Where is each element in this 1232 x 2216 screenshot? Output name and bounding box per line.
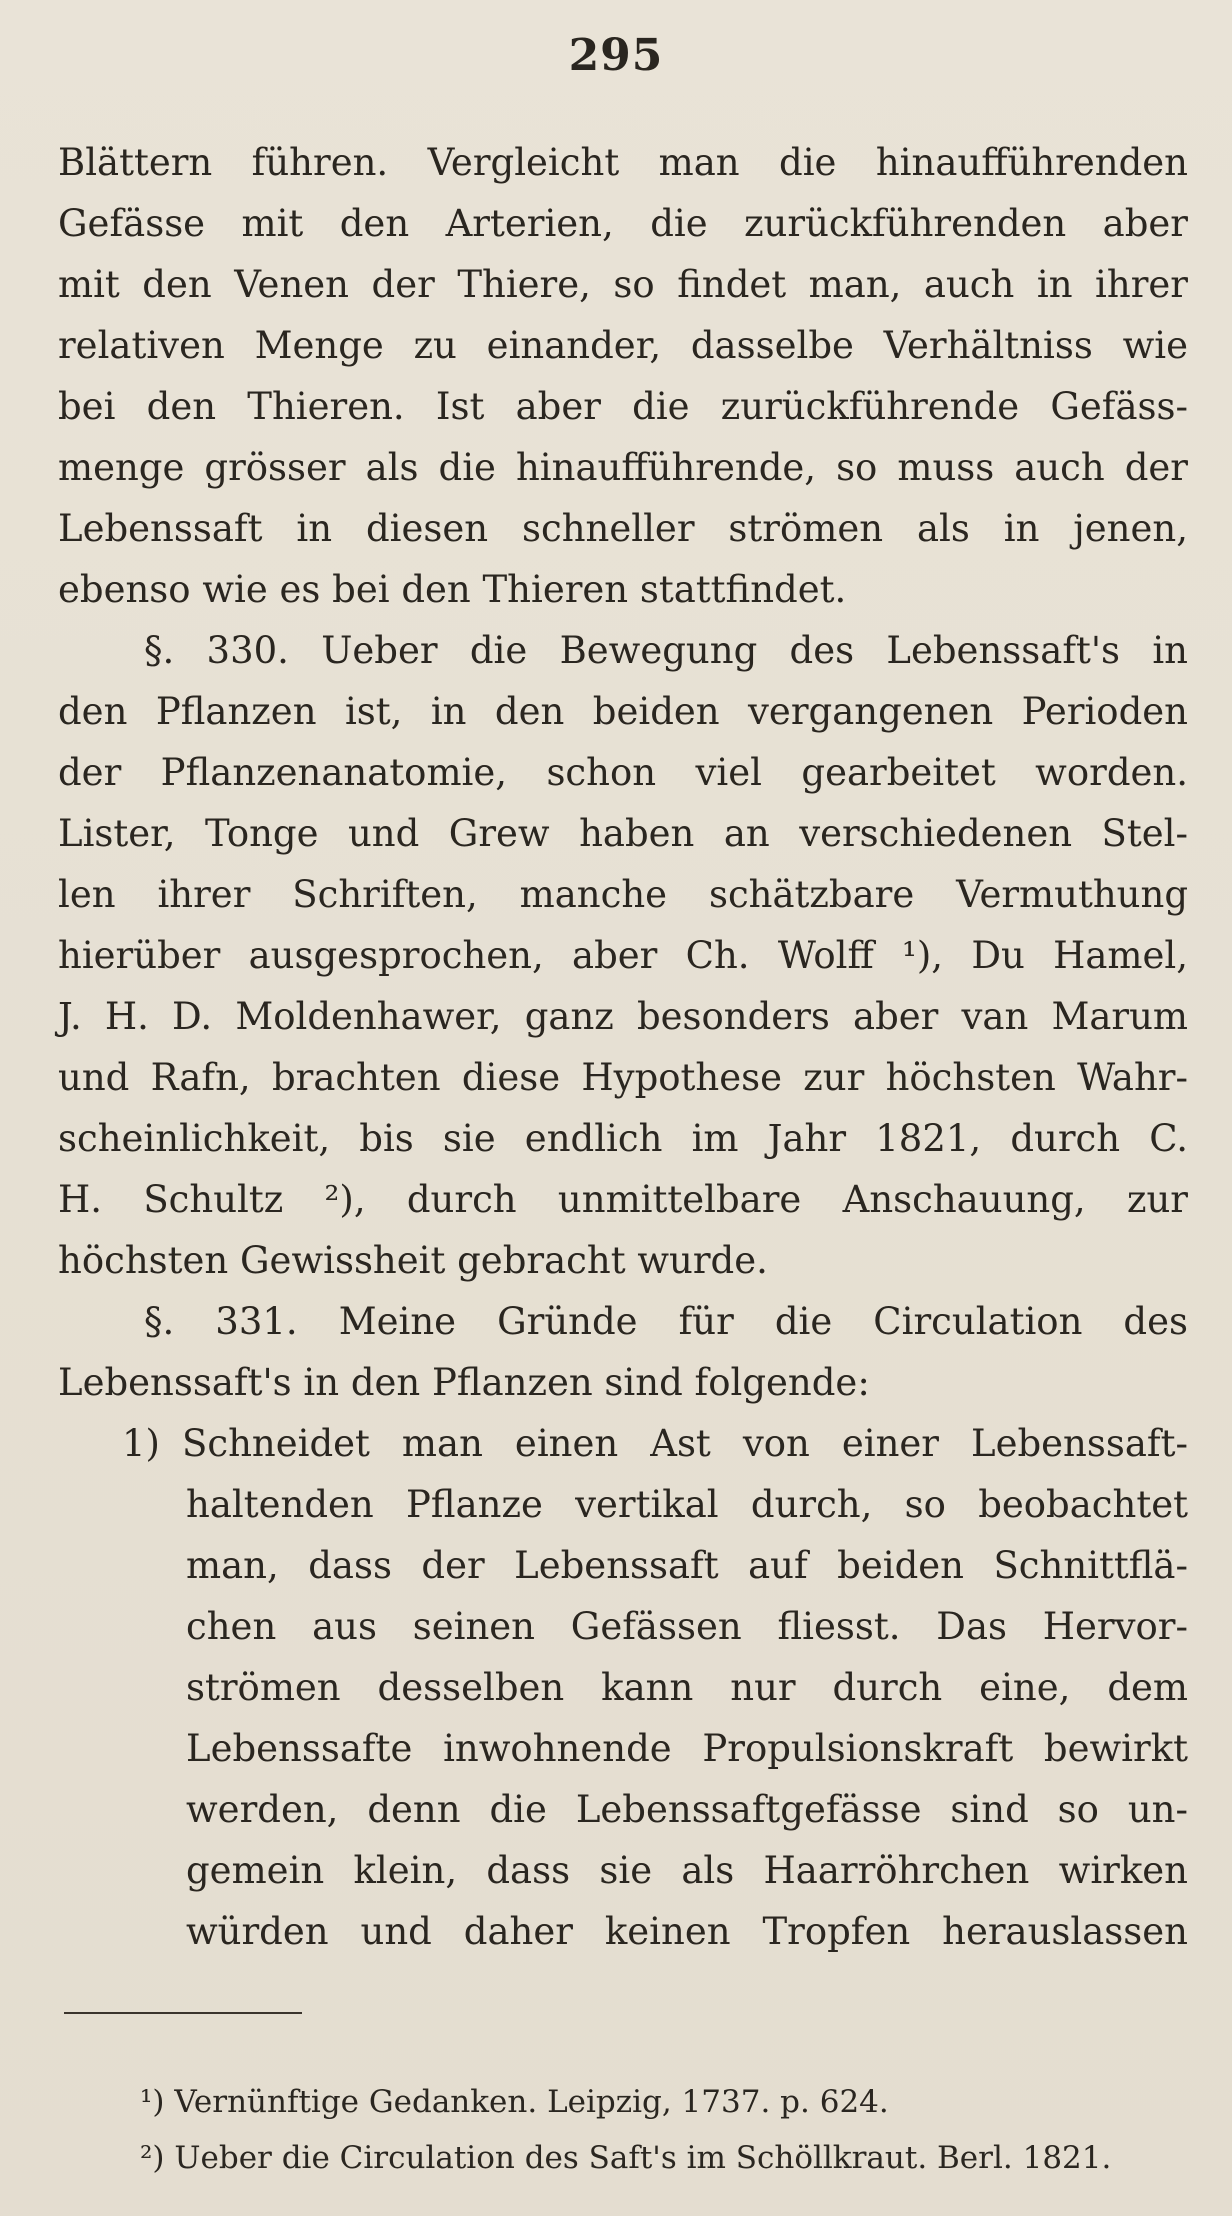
footnote-divider	[64, 2012, 302, 2014]
text-line: Schneidet man einen Ast von einer Lebenssaft-	[182, 1422, 1188, 1465]
text-line: Lebenssaft in diesen schneller strömen als in jenen,	[58, 507, 1188, 550]
text-line: Lebenssaft's in den Pflanzen sind folgende:	[58, 1361, 870, 1404]
text-line: Blättern führen. Vergleicht man die hinaufführenden	[58, 141, 1188, 184]
text-line: der Pflanzenanatomie, schon viel gearbeitet worden.	[58, 751, 1188, 794]
page-number: 295	[568, 30, 664, 81]
text-line: scheinlichkeit, bis sie endlich im Jahr 1821, durch C.	[58, 1117, 1188, 1160]
text-line: len ihrer Schriften, manche schätzbare Vermuthung	[58, 873, 1188, 916]
footnotes	[140, 2074, 1200, 2186]
text-line: menge grösser als die hinaufführende, so muss auch der	[58, 446, 1188, 489]
text-line: Lebenssafte inwohnende Propulsionskraft bewirkt	[186, 1727, 1188, 1770]
text-line: den Pflanzen ist, in den beiden vergangenen Perioden	[58, 690, 1188, 733]
text-line: relativen Menge zu einander, dasselbe Verhältniss wie	[58, 324, 1188, 367]
text-line: man, dass der Lebenssaft auf beiden Schnittflä-	[186, 1544, 1188, 1587]
text-line: gemein klein, dass sie als Haarröhrchen wirken	[186, 1849, 1188, 1892]
text-line: werden, denn die Lebenssaftgefässe sind so un-	[186, 1788, 1188, 1831]
footnote-2: ²) Ueber die Circulation des Saft's im Schöllkraut. Berl. 1821.	[140, 2140, 1112, 2176]
list-item-number: 1)	[122, 1422, 160, 1465]
text-line: bei den Thieren. Ist aber die zurückführende Gefäss-	[58, 385, 1188, 428]
text-line: mit den Venen der Thiere, so findet man, auch in ihrer	[58, 263, 1188, 306]
main-text	[58, 132, 1188, 1962]
text-line: und Rafn, brachten diese Hypothese zur höchsten Wahr-	[58, 1056, 1188, 1099]
text-line: ebenso wie es bei den Thieren stattfindet.	[58, 568, 847, 611]
text-line: H. Schultz ²), durch unmittelbare Anschauung, zur	[58, 1178, 1188, 1221]
text-line: J. H. D. Moldenhawer, ganz besonders aber van Marum	[58, 995, 1188, 1038]
text-line: hierüber ausgesprochen, aber Ch. Wolff ¹), Du Hamel,	[58, 934, 1188, 977]
text-line: haltenden Pflanze vertikal durch, so beobachtet	[186, 1483, 1188, 1526]
text-line: würden und daher keinen Tropfen herauslassen	[186, 1910, 1188, 1953]
footnote-1: ¹) Vernünftige Gedanken. Leipzig, 1737. p. 624.	[140, 2084, 889, 2120]
text-line: strömen desselben kann nur durch eine, dem	[186, 1666, 1188, 1709]
text-line: höchsten Gewissheit gebracht wurde.	[58, 1239, 768, 1282]
text-line: chen aus seinen Gefässen fliesst. Das Hervor-	[186, 1605, 1188, 1648]
text-line: Lister, Tonge und Grew haben an verschiedenen Stel-	[58, 812, 1188, 855]
list-item-1-first-line	[58, 1413, 1188, 1474]
section-331-heading-line: §. 331. Meine Gründe für die Circulation des	[144, 1300, 1188, 1343]
text-line: Gefässe mit den Arterien, die zurückführenden aber	[58, 202, 1188, 245]
section-330-heading-line: §. 330. Ueber die Bewegung des Lebenssaft's in	[144, 629, 1188, 672]
